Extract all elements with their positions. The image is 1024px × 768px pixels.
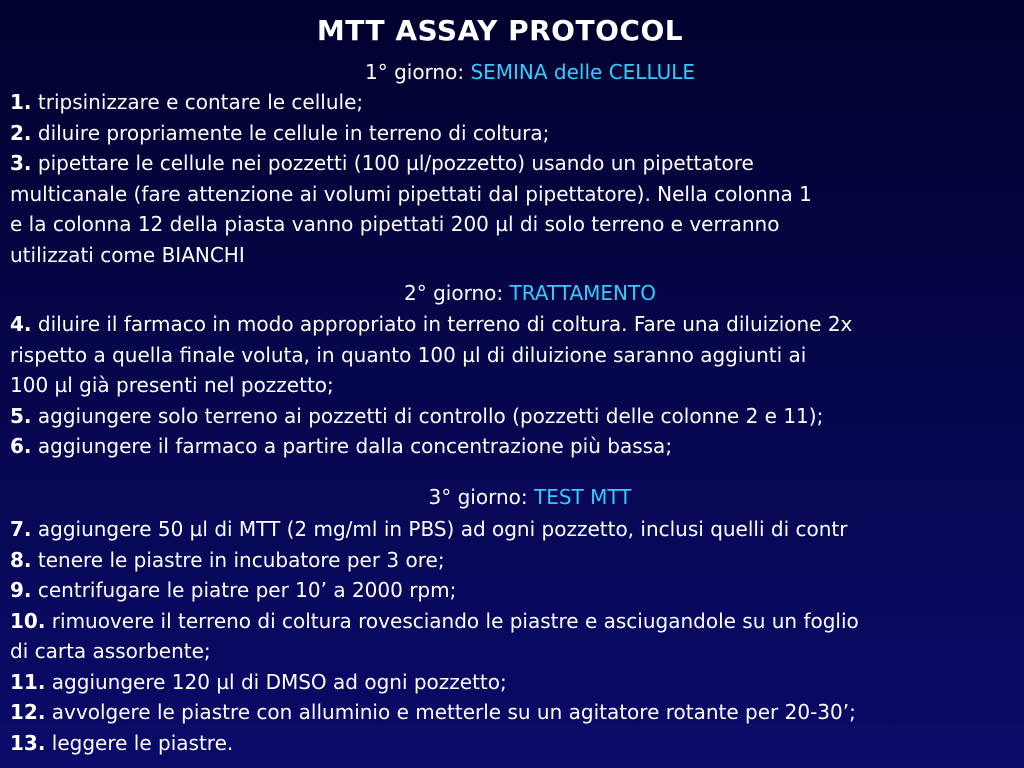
section-day-label: 2° giorno: — [404, 281, 510, 305]
step-number: 1. — [10, 90, 32, 114]
step-number: 5. — [10, 403, 32, 428]
step-number: 7. — [10, 517, 32, 541]
step-text: centrifugare le piatre per 10’ a 2000 rpm; — [31, 578, 457, 602]
step-line — [10, 148, 1024, 179]
step-text: aggiungere 120 µl di DMSO ad ogni pozzetto; — [45, 669, 507, 694]
step-number: 6. — [10, 434, 32, 458]
step-line — [10, 636, 1024, 667]
step-text: rimuovere il terreno di coltura rovesciando le piastre e asciugandole su un foglio — [45, 608, 859, 633]
step-text: aggiungere 50 µl di MTT (2 mg/ml in PBS) ad ogni pozzetto, inclusi quelli di contr — [31, 517, 848, 541]
step-number: 8. — [10, 547, 32, 572]
step-text: utilizzati come BIANCHI — [10, 242, 245, 267]
step-text: multicanale (fare attenzione ai volumi pipettati dal pipettatore). Nella colonna 1 — [10, 181, 812, 206]
step-text: tenere le piastre in incubatore per 3 ore; — [31, 547, 445, 572]
step-line — [10, 87, 1024, 118]
step-text: rispetto a quella finale voluta, in quanto 100 µl di diluizione saranno aggiunti ai — [10, 342, 807, 367]
step-text: leggere le piastre. — [45, 730, 234, 755]
section-phase-label: TEST MTT — [533, 485, 632, 509]
step-line — [10, 431, 1024, 462]
step-line — [10, 606, 1024, 637]
section-phase-label: TRATTAMENTO — [509, 281, 656, 305]
step-number: 9. — [10, 578, 32, 602]
step-number: 4. — [10, 312, 32, 336]
section-phase-label: SEMINA delle CELLULE — [470, 60, 696, 84]
step-line — [10, 118, 1024, 149]
step-number: 10. — [10, 608, 46, 633]
step-text: diluire propriamente le cellule in terreno di coltura; — [31, 120, 550, 145]
step-line — [10, 370, 1024, 401]
section-steps-day-1 — [10, 87, 1024, 270]
step-number: 11. — [10, 669, 46, 694]
step-number: 3. — [10, 151, 32, 175]
step-text: aggiungere solo terreno ai pozzetti di controllo (pozzetti delle colonne 2 e 11); — [31, 403, 824, 428]
step-number: 13. — [10, 730, 46, 755]
step-text: aggiungere il farmaco a partire dalla concentrazione più bassa; — [31, 434, 673, 458]
step-line — [10, 667, 1024, 698]
step-line — [10, 545, 1024, 576]
step-text: pipettare le cellule nei pozzetti (100 µl/pozzetto) usando un pipettatore — [31, 151, 754, 175]
section-day-label: 3° giorno: — [428, 485, 534, 509]
step-text: tripsinizzare e contare le cellule; — [31, 90, 364, 114]
step-line — [10, 179, 1024, 210]
step-line — [10, 514, 1024, 545]
step-text: avvolgere le piastre con alluminio e metterle su un agitatore rotante per 20-30’; — [45, 700, 856, 724]
step-text: 100 µl già presenti nel pozzetto; — [10, 373, 334, 397]
step-line — [10, 240, 1024, 271]
step-line — [10, 309, 1024, 340]
step-line — [10, 697, 1024, 728]
step-text: e la colonna 12 della piasta vanno pipettati 200 µl di solo terreno e verranno — [10, 212, 780, 236]
step-line — [10, 340, 1024, 371]
step-line — [10, 209, 1024, 240]
step-line — [10, 401, 1024, 432]
section-heading-day-2 — [0, 281, 1024, 305]
step-number: 12. — [10, 700, 46, 724]
step-text: diluire il farmaco in modo appropriato in terreno di coltura. Fare una diluizione 2x — [31, 312, 853, 336]
step-line — [10, 728, 1024, 759]
section-heading-day-1 — [0, 60, 1024, 84]
step-line — [10, 575, 1024, 606]
section-steps-day-3 — [10, 514, 1024, 758]
section-steps-day-2 — [10, 309, 1024, 462]
step-text: di carta assorbente; — [10, 639, 211, 663]
section-heading-day-3 — [0, 485, 1024, 509]
slide-title: MTT ASSAY PROTOCOL — [316, 14, 684, 47]
step-number: 2. — [10, 120, 32, 145]
section-day-label: 1° giorno: — [364, 60, 471, 84]
